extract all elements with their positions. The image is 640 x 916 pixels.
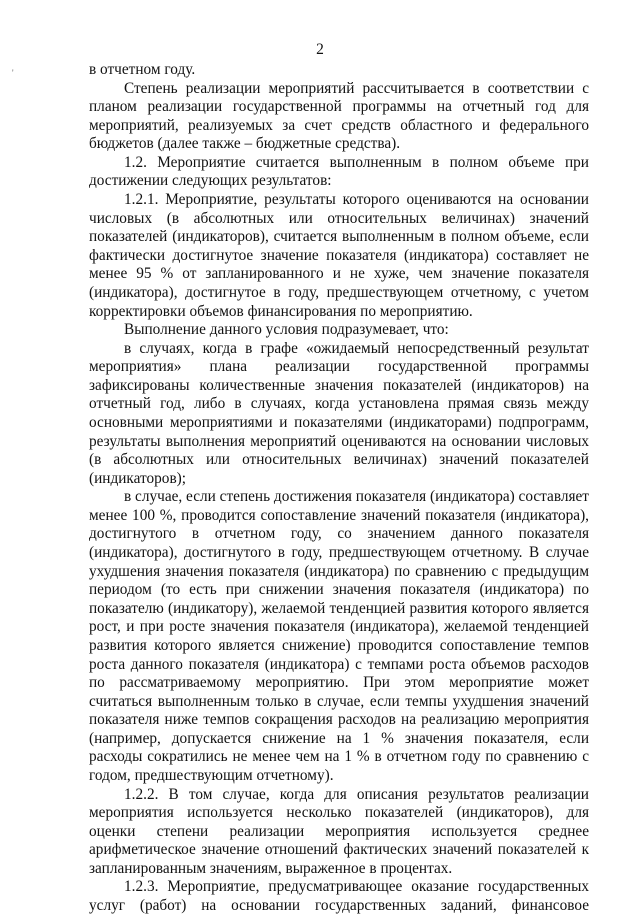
margin-mark: ' bbox=[12, 68, 14, 78]
paragraph-implementation-degree: Степень реализации мероприятий рассчитывается в соответствии с планом реализации государственной программы на отчетный год для мероприятий, реализуемых за счет средств областного и федерального бюджетов (далее также – бюджетные средства). bbox=[89, 79, 589, 153]
paragraph-condition-intro: Выполнение данного условия подразумевает, что: bbox=[124, 321, 449, 339]
paragraph-1-2-2: 1.2.2. В том случае, когда для описания результатов реализации мероприятия используется несколько показателей (индикаторов), для оценки степени реализации мероприятия используется среднее арифметическое значение отношений фактических значений показателей к запланированным значениям, выраженное в процентах. bbox=[89, 785, 589, 877]
paragraph-1-2-1: 1.2.1. Мероприятие, результаты которого оцениваются на основании числовых (в абсолютных или относительных величинах) значений показателей (индикаторов), считается выполненным в полном объеме, если фактически достигнутое значение показателя (индикатора) составляет не менее 95 % от запланированного и не хуже, чем значение показателя (индикатора), достигнутое в году, предшествующем отчетному, с учетом корректировки объемов финансирования по мероприятию. bbox=[89, 191, 589, 320]
paragraph-condition-comparison: в случае, если степень достижения показателя (индикатора) составляет менее 100 %, проводится сопоставление значений показателя (индикатора), достигнутого в отчетном году, со значением данного показателя (индикатора), достигнутого в году, предшествующем отчетному. В случае ухудшения значения показателя (индикатора) по сравнению с предыдущим периодом (то есть при снижении значения показателя (индикатора) по показателю (индикатору), желаемой тенденцией развития которого является рост, и при росте значения показателя (индикатора), желаемой тенденцией развития которого является снижение) проводится сопоставление темпов роста данного показателя (индикатора) с темпами роста объемов расходов по рассматриваемому мероприятию. При этом мероприятие может считаться выполненным только в случае, если темпы ухудшения значений показателя ниже темпов сокращения расходов на реализацию мероприятия (например, допускается снижение на 1 % значения показателя, если расходы сократились не менее чем на 1 % в отчетном году по сравнению с годом, предшествующим отчетному). bbox=[89, 488, 589, 784]
body-text bbox=[89, 61, 589, 916]
paragraph-1-2-3: 1.2.3. Мероприятие, предусматривающее оказание государственных услуг (работ) на основании государственных заданий, финансовое bbox=[89, 878, 589, 915]
paragraph-1-2: 1.2. Мероприятие считается выполненным в полном объеме при достижении следующих результатов: bbox=[89, 153, 589, 190]
paragraph-continuation: в отчетном году. bbox=[89, 61, 196, 78]
paragraph-condition-cases: в случаях, когда в графе «ожидаемый непосредственный результат мероприятия» плана реализации государственной программы зафиксированы количественные значения показателей (индикаторов) на отчетный год, либо в случаях, когда установлена прямая связь между основными мероприятиями и показателями (индикаторами) подпрограмм, результаты выполнения мероприятий оцениваются на основании числовых (в абсолютных или относительных величинах) значений показателей (индикаторов); bbox=[89, 339, 589, 487]
page-number: 2 bbox=[316, 41, 324, 58]
